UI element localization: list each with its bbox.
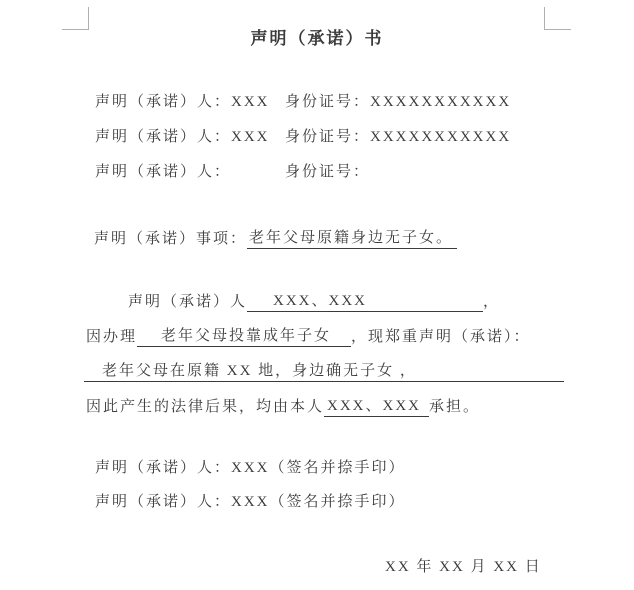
signature-value: XXX（签名并捺手印） <box>231 460 406 476</box>
date-line: XX 年 XX 月 XX 日 <box>385 559 542 575</box>
subject-line <box>94 229 457 249</box>
body-line-2 <box>86 327 531 347</box>
declarant-label: 声明（承诺）人： <box>95 164 232 180</box>
signature-label: 声明（承诺）人： <box>95 494 232 510</box>
id-value: XXXXXXXXXXX <box>370 94 512 110</box>
declarant-name-field <box>95 127 270 147</box>
signature-value: XXX（签名并捺手印） <box>231 494 406 510</box>
body-line2-blank: 老年父母投靠成年子女 <box>137 327 351 347</box>
body-line1-blank: XXX、XXX <box>247 292 483 312</box>
document-title: 声明（承诺）书 <box>250 29 384 48</box>
body-line1-suffix: ， <box>483 294 501 310</box>
declarant-label: 声明（承诺）人： <box>95 94 232 110</box>
id-label: 身份证号： <box>285 129 371 145</box>
body-line3-blank: 老年父母在原籍 XX 地，身边确无子女 ， <box>84 362 564 382</box>
declarant-id-field <box>285 92 511 112</box>
subject-label: 声明（承诺）事项： <box>94 231 248 247</box>
body-line4-blank: XXX、XXX <box>324 397 429 417</box>
body-line-4 <box>86 397 480 417</box>
body-line4-prefix: 因此产生的法律后果，均由本人 <box>86 399 325 415</box>
declarant-id-field <box>285 127 511 147</box>
declarant-name-field <box>95 92 270 112</box>
body-line4-suffix: 承担。 <box>429 399 481 415</box>
signature-line <box>95 492 406 512</box>
body-line2-prefix: 因办理 <box>86 329 138 345</box>
id-label: 身份证号： <box>285 164 371 180</box>
declarant-label: 声明（承诺）人： <box>95 129 232 145</box>
subject-underlined-value: 老年父母原籍身边无子女。 <box>247 229 457 249</box>
body-line-3 <box>84 362 564 382</box>
signature-label: 声明（承诺）人： <box>95 460 232 476</box>
body-line2-suffix: ，现郑重声明（承诺）： <box>351 329 531 345</box>
body-line1-label: 声明（承诺）人 <box>128 294 248 310</box>
body-line-1 <box>128 292 500 312</box>
id-value: XXXXXXXXXXX <box>370 129 512 145</box>
declarant-name-field <box>95 162 231 182</box>
id-label: 身份证号： <box>285 94 371 110</box>
signature-line <box>95 458 406 478</box>
declarant-name-value: XXX <box>231 129 270 145</box>
declarant-name-value: XXX <box>231 94 270 110</box>
declarant-id-field <box>285 162 370 182</box>
